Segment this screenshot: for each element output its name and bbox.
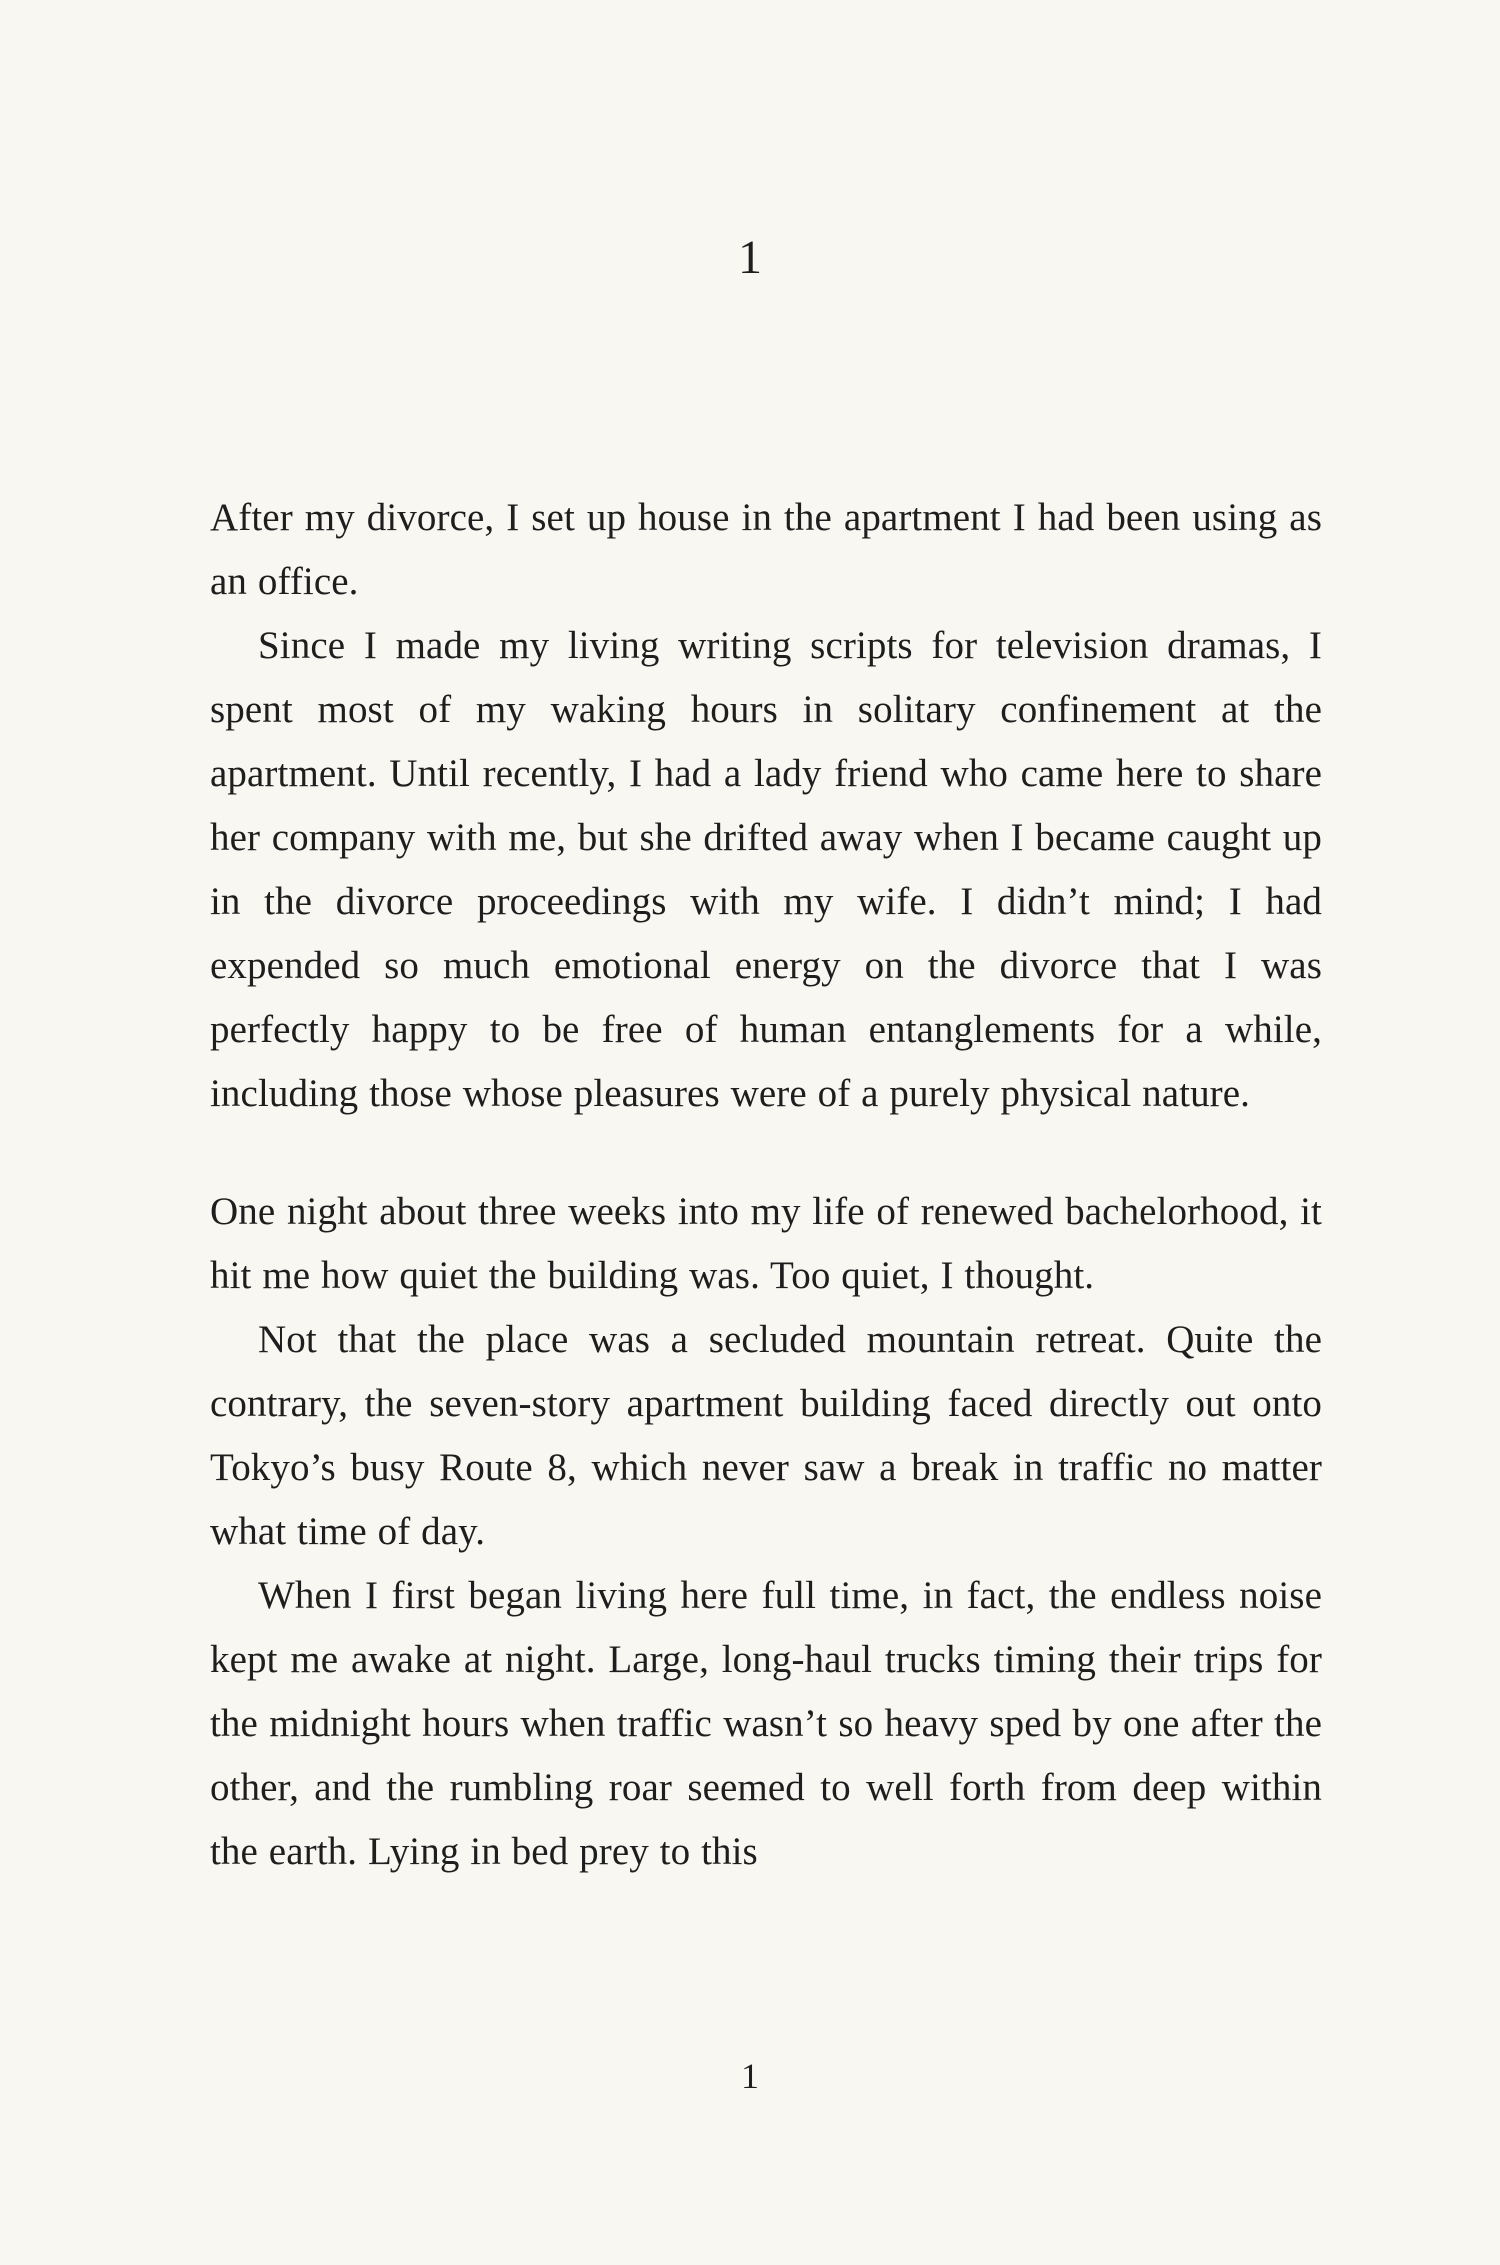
paragraph: One night about three weeks into my life of renewed bachelorhood, it hit me how quiet the building was. Too quiet, I thought. — [210, 1190, 1322, 1297]
paragraph: When I first began living here full time, in fact, the endless noise kept me awake at night. Large, long-haul trucks timing their trips for the midnight hours when traffic wasn’t so heavy sped by one after the other, and the rumbling roar seemed to well forth from deep within the earth. Lying in bed prey to this — [210, 1574, 1322, 1873]
paragraph: Since I made my living writing scripts for television dramas, I spent most of my waking hours in solitary confinement at the apartment. Until recently, I had a lady friend who came here to share her company with me, but she drifted away when I became caught up in the divorce proceedings with my wife. I didn’t mind; I had expended so much emotional energy on the divorce that I was perfectly happy to be free of human entanglements for a while, including those whose pleasures were of a purely physical nature. — [210, 624, 1322, 1115]
paragraph: After my divorce, I set up house in the apartment I had been using as an office. — [210, 496, 1322, 603]
chapter-number: 1 — [738, 231, 762, 284]
paragraph: Not that the place was a secluded mountain retreat. Quite the contrary, the seven-story apartment building faced directly out onto Tokyo’s busy Route 8, which never saw a break in traffic no matter what time of day. — [210, 1318, 1322, 1553]
body-text — [210, 486, 1322, 1884]
page-number: 1 — [741, 2056, 759, 2096]
